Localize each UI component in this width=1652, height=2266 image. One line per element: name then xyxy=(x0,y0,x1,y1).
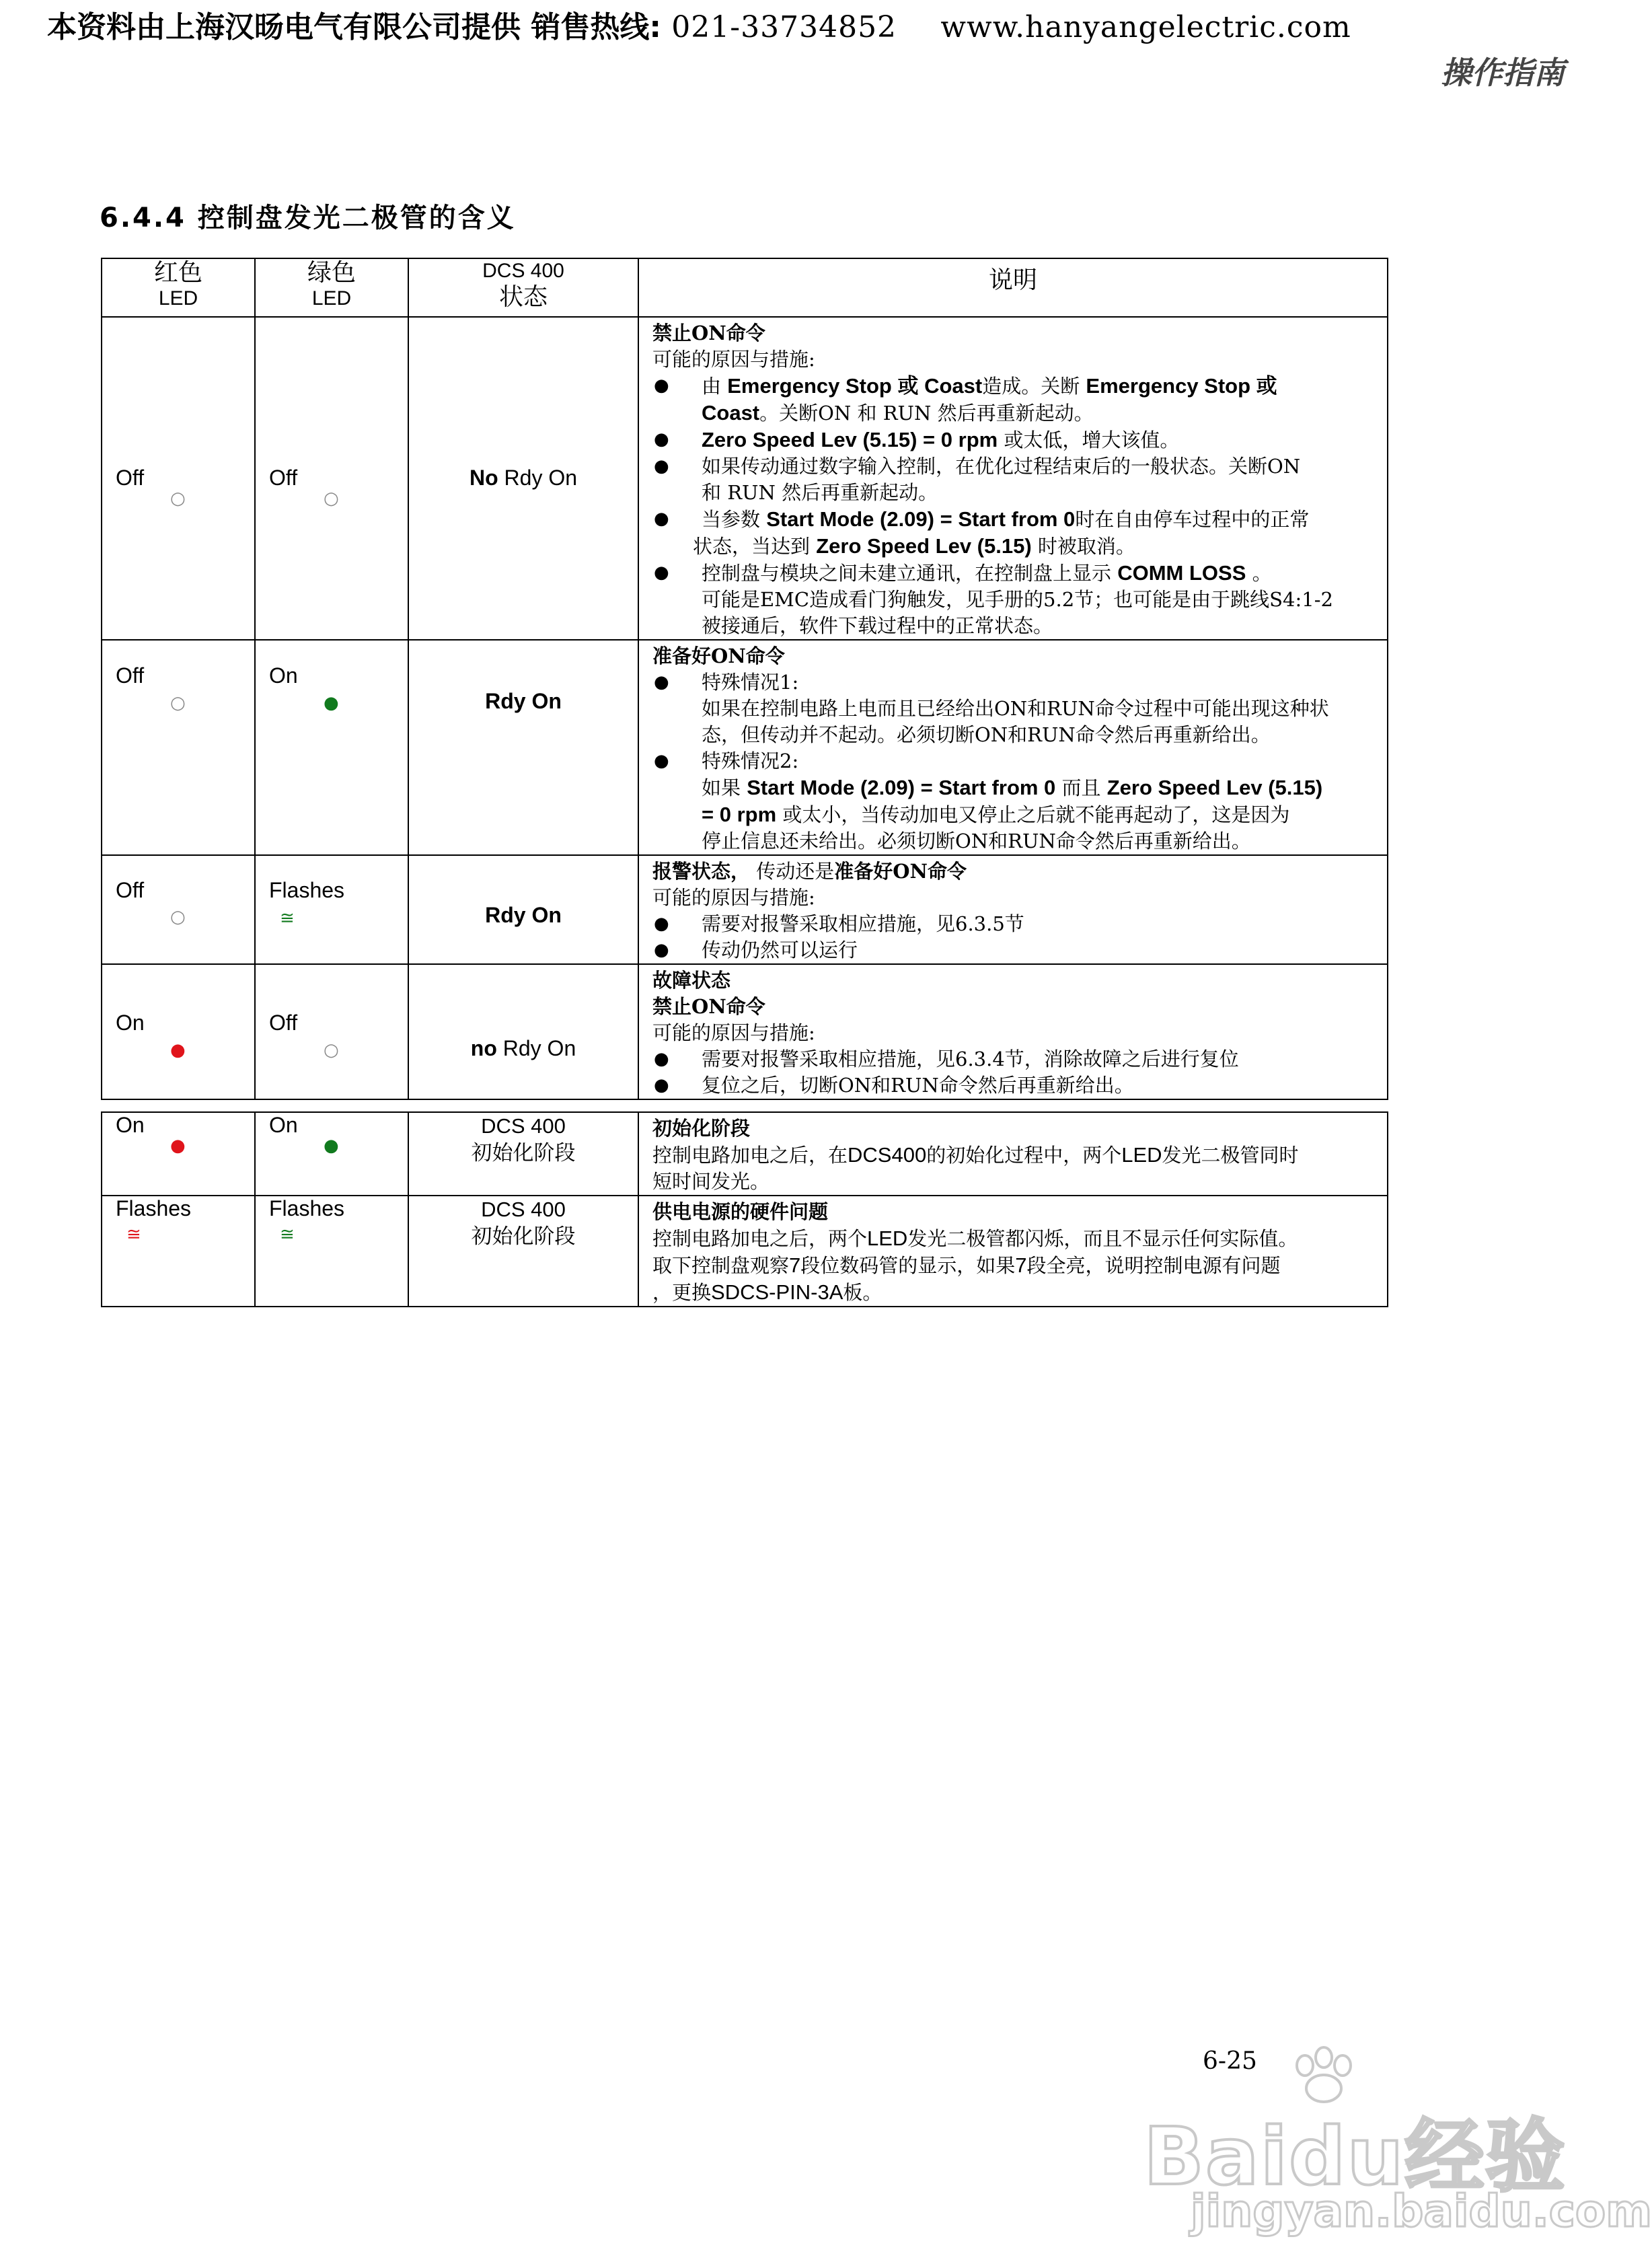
desc-title: 初始化阶段 xyxy=(652,1117,751,1140)
led-flash-icon: ≅ xyxy=(280,1225,295,1245)
bullet-continuation: 和 RUN 然后再重新起动。 xyxy=(702,481,938,504)
bullet-continuation: 停止信息还未给出。必须切断ON和RUN命令然后再重新给出。 xyxy=(702,830,1251,852)
led-off-icon: ○ xyxy=(324,488,339,509)
description xyxy=(639,1196,1387,1306)
led-on-icon: ● xyxy=(170,1040,186,1060)
desc-intro: 可能的原因与措施: xyxy=(652,886,815,909)
bullet-item: ● 需要对报警采取相应措施，见6.3.4节，消除故障之后进行复位 xyxy=(652,1046,1380,1072)
bullet-item: ● 如果传动通过数字输入控制，在优化过程结束后的一般状态。关断ON xyxy=(652,453,1380,480)
green-led-state: Flashes xyxy=(269,878,345,902)
desc-line: ，更换SDCS-PIN-3A板。 xyxy=(652,1280,883,1304)
bullet-continuation: Coast。关断ON 和 RUN 然后再重新起动。 xyxy=(702,401,1094,425)
red-led-state: On xyxy=(116,1011,145,1035)
website-url: www.hanyangelectric.com xyxy=(940,10,1351,44)
page-number: 6-25 xyxy=(1203,2047,1257,2075)
led-off-icon: ○ xyxy=(170,488,186,509)
desc-title: 禁止ON命令 xyxy=(652,322,765,344)
green-led-header-en: LED xyxy=(311,287,352,309)
bullet-item: ● 特殊情况1: xyxy=(652,669,1380,696)
desc-line: 短时间发光。 xyxy=(652,1170,770,1193)
description xyxy=(639,318,1387,639)
red-led-state: Off xyxy=(116,466,145,490)
init-state-table xyxy=(101,1111,1388,1307)
table-row xyxy=(102,855,1388,964)
table-row xyxy=(102,964,1388,1099)
led-off-icon: ○ xyxy=(170,907,186,927)
table-row xyxy=(102,640,1388,855)
led-on-icon: ● xyxy=(324,693,339,713)
red-led-state: On xyxy=(116,1113,145,1137)
led-flash-icon: ≅ xyxy=(280,908,295,928)
desc-intro: 可能的原因与措施: xyxy=(652,1021,815,1044)
phone-number: 021-33734852 xyxy=(671,10,897,44)
green-led-state: On xyxy=(269,1113,298,1137)
table-row xyxy=(102,1112,1388,1196)
led-off-icon: ○ xyxy=(170,693,186,713)
bullet-item: ● 复位之后，切断ON和RUN命令然后再重新给出。 xyxy=(652,1072,1380,1099)
red-led-state: Off xyxy=(116,878,145,902)
desc-title: 报警状态， 传动还是准备好ON命令 xyxy=(652,860,967,883)
dcs-state: no Rdy On xyxy=(470,1036,576,1060)
description xyxy=(639,856,1387,963)
bullet-continuation: 可能是EMC造成看门狗触发，见手册的5.2节；也可能是由于跳线S4:1-2 xyxy=(702,588,1333,611)
bullet-item: ● Zero Speed Lev (5.15) = 0 rpm 或太低，增大该值。 xyxy=(652,427,1380,453)
desc-line: 控制电路加电之后，两个LED发光二极管都闪烁，而且不显示任何实际值。 xyxy=(652,1227,1298,1250)
green-led-state: Off xyxy=(269,1011,298,1035)
desc-intro: 可能的原因与措施: xyxy=(652,348,815,371)
led-meaning-table xyxy=(101,258,1388,1100)
dcs-state: DCS 400 初始化阶段 xyxy=(471,1114,576,1165)
bullet-item: ● 需要对报警采取相应措施，见6.3.5节 xyxy=(652,911,1380,937)
dcs-state: Rdy On xyxy=(485,689,562,713)
red-led-header-cn: 红色 xyxy=(153,259,202,287)
watermark-url: jingyan.baidu.com xyxy=(1191,2185,1652,2237)
bullet-item: ● 由 Emergency Stop 或 Coast造成。关断 Emergency Stop 或 xyxy=(652,373,1380,400)
provider-text: 本资料由上海汉旸电气有限公司提供 销售热线: xyxy=(47,10,661,44)
bullet-continuation: 状态，当达到 Zero Speed Lev (5.15) 时被取消。 xyxy=(693,534,1135,558)
dcs-state: No Rdy On xyxy=(469,466,578,490)
led-on-icon: ● xyxy=(170,1136,186,1156)
green-led-state: Flashes xyxy=(269,1196,345,1220)
green-led-header-cn: 绿色 xyxy=(307,259,356,287)
desc-title: 故障状态 xyxy=(652,969,731,992)
green-led-state: On xyxy=(269,663,298,688)
page-header xyxy=(47,3,1574,46)
baidu-watermark xyxy=(1143,2045,1652,2247)
bullet-continuation: = 0 rpm 或太小，当传动加电又停止之后就不能再起动了，这是因为 xyxy=(702,803,1290,826)
desc-line: 控制电路加电之后，在DCS400的初始化过程中，两个LED发光二极管同时 xyxy=(652,1143,1299,1167)
red-led-header-en: LED xyxy=(158,287,198,309)
green-led-state: Off xyxy=(269,466,298,490)
dcs-state: Rdy On xyxy=(485,903,562,927)
col-green-led xyxy=(255,258,408,317)
bullet-item: ● 当参数 Start Mode (2.09) = Start from 0时在自由停车过程中的正常 xyxy=(652,506,1380,533)
description xyxy=(639,1113,1387,1195)
state-header-cn: 状态 xyxy=(498,283,548,311)
watermark-logo: Baidu经验 xyxy=(1143,2110,1567,2203)
desc-subtitle: 禁止ON命令 xyxy=(652,995,765,1018)
table-row xyxy=(102,317,1388,640)
red-led-state: Flashes xyxy=(116,1196,192,1220)
bullet-item: ● 传动仍然可以运行 xyxy=(652,937,1380,963)
desc-header: 说明 xyxy=(988,266,1037,294)
col-description xyxy=(638,258,1388,317)
bullet-continuation: 如果在控制电路上电而且已经给出ON和RUN命令过程中可能出现这种状 xyxy=(702,697,1329,720)
desc-title: 准备好ON命令 xyxy=(652,645,785,667)
section-title: 6.4.4 控制盘发光二极管的含义 xyxy=(100,203,516,233)
table-header-row xyxy=(102,258,1388,317)
bullet-continuation: 被接通后，软件下载过程中的正常状态。 xyxy=(702,614,1053,637)
bullet-item: ● 控制盘与模块之间未建立通讯，在控制盘上显示 COMM LOSS 。 xyxy=(652,560,1380,587)
bullet-item: ● 特殊情况2: xyxy=(652,748,1380,774)
description xyxy=(639,965,1387,1099)
col-red-led xyxy=(102,258,255,317)
desc-line: 取下控制盘观察7段位数码管的显示，如果7段全亮，说明控制电源有问题 xyxy=(652,1253,1281,1277)
red-led-state: Off xyxy=(116,663,145,688)
bullet-continuation: 如果 Start Mode (2.09) = Start from 0 而且 Zero Speed Lev (5.15) xyxy=(702,776,1323,799)
desc-title: 供电电源的硬件问题 xyxy=(652,1200,829,1223)
description xyxy=(639,641,1387,854)
table-row xyxy=(102,1196,1388,1307)
col-dcs-state xyxy=(408,258,638,317)
dcs-state: DCS 400 初始化阶段 xyxy=(471,1198,576,1249)
led-off-icon: ○ xyxy=(324,1040,339,1060)
bullet-continuation: 态，但传动并不起动。必须切断ON和RUN命令然后再重新给出。 xyxy=(702,723,1271,746)
led-flash-icon: ≅ xyxy=(126,1225,141,1245)
doc-section-label: 操作指南 xyxy=(1441,54,1565,91)
led-on-icon: ● xyxy=(324,1136,339,1156)
state-header-en: DCS 400 xyxy=(482,260,564,282)
